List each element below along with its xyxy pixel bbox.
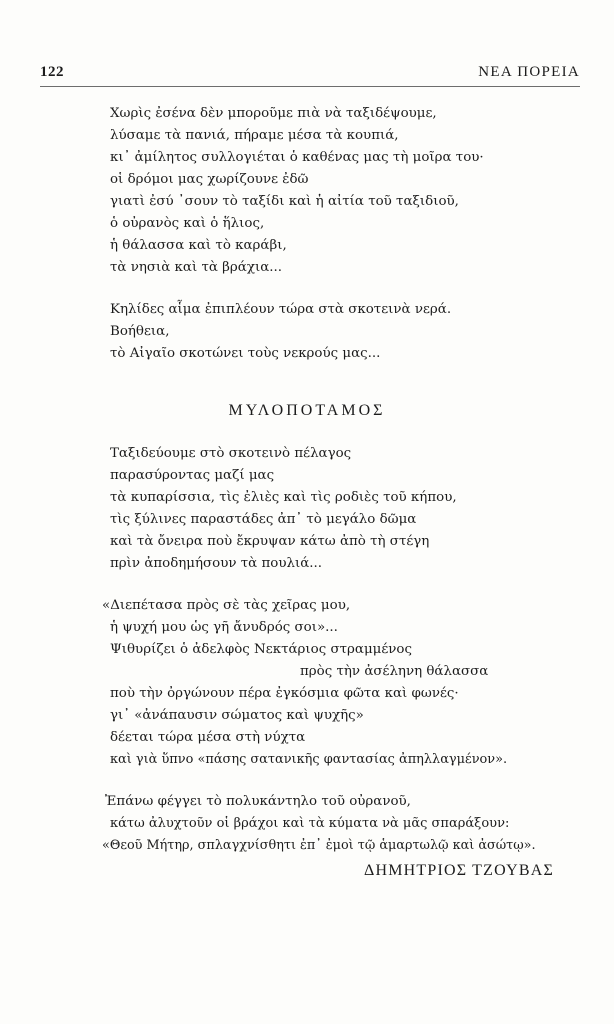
verse-line: καὶ τὰ ὄνειρα ποὺ ἔκρυψαν κάτω ἀπὸ τὴ στέγη	[110, 534, 430, 549]
page-header	[40, 58, 580, 87]
verse-line: πρὸς τὴν ἀσέληνη θάλασσα	[300, 664, 489, 679]
verse-line: οἱ δρόμοι μας χωρίζουνε ἐδῶ	[110, 172, 309, 187]
verse-line: Χωρὶς ἐσένα δὲν μποροῦμε πιὰ νὰ ταξιδέψουμε,	[110, 106, 437, 121]
verse-line: ἡ θάλασσα καὶ τὸ καράβι,	[110, 238, 287, 253]
verse-line: καὶ γιὰ ὕπνο «πάσης σατανικῆς φαντασίας ἀπηλλαγμένον».	[110, 752, 508, 767]
verse-line: τὸ Αἰγαῖο σκοτώνει τοὺς νεκρούς μας...	[110, 346, 381, 361]
verse-line: Βοήθεια,	[110, 324, 170, 339]
section-title: ΜΥΛΟΠΟΤΑΜΟΣ	[228, 402, 386, 419]
verse-line: δέεται τώρα μέσα στὴ νύχτα	[110, 730, 306, 745]
journal-title: ΝΕΑ ΠΟΡΕΙΑ	[478, 64, 580, 80]
verse-line: ποὺ τὴν ὀργώνουν πέρα ἐγκόσμια φῶτα καὶ φωνές·	[110, 686, 459, 701]
verse-line: τὶς ξύλινες παραστάδες ἀπ᾿ τὸ μεγάλο δῶμα	[110, 512, 417, 527]
verse-line: Ἐπάνω φέγγει τὸ πολυκάντηλο τοῦ οὐρανοῦ,	[105, 794, 411, 809]
verse-line: κάτω ἀλυχτοῦν οἱ βράχοι καὶ τὰ κύματα νὰ μᾶς σπαράξουν:	[110, 816, 510, 831]
verse-line: λύσαμε τὰ πανιά, πήραμε μέσα τὰ κουπιά,	[110, 128, 399, 143]
verse-line: τὰ κυπαρίσσια, τὶς ἐλιὲς καὶ τὶς ροδιὲς τοῦ κήπου,	[110, 490, 457, 505]
verse-line: ἡ ψυχή μου ὡς γῆ ἄνυδρός σοι»...	[110, 620, 338, 635]
verse-line: τὰ νησιὰ καὶ τὰ βράχια...	[110, 260, 283, 275]
author-signature: ΔΗΜΗΤΡΙΟΣ ΤΖΟΥΒΑΣ	[363, 862, 554, 879]
verse-line: γιατὶ ἐσύ ᾿σουν τὸ ταξίδι καὶ ἡ αἰτία τοῦ ταξιδιοῦ,	[110, 194, 459, 209]
verse-line: γι᾿ «ἀνάπαυσιν σώματος καὶ ψυχῆς»	[110, 708, 364, 723]
verse-line: Ψιθυρίζει ὁ ἀδελφὸς Νεκτάριος στραμμένος	[110, 642, 412, 657]
page-number: 122	[40, 64, 64, 80]
verse-line: Κηλίδες αἷμα ἐπιπλέουν τώρα στὰ σκοτεινὰ νερά.	[110, 302, 452, 317]
verse-line: παρασύροντας μαζί μας	[110, 468, 275, 483]
verse-line: ὁ οὐρανὸς καὶ ὁ ἥλιος,	[110, 216, 265, 231]
verse-line: «Θεοῦ Μήτηρ, σπλαγχνίσθητι ἐπ᾿ ἐμοὶ τῷ ἁμαρτωλῷ καὶ ἀσώτῳ».	[102, 838, 536, 853]
verse-line: κι᾿ ἀμίλητος συλλογιέται ὁ καθένας μας τὴ μοῖρα του·	[110, 150, 484, 165]
verse-line: «Διεπέτασα πρὸς σὲ τὰς χεῖρας μου,	[102, 598, 351, 613]
verse-line: Ταξιδεύουμε στὸ σκοτεινὸ πέλαγος	[110, 446, 352, 461]
verse-line: πρὶν ἀποδημήσουν τὰ πουλιά...	[110, 556, 323, 571]
